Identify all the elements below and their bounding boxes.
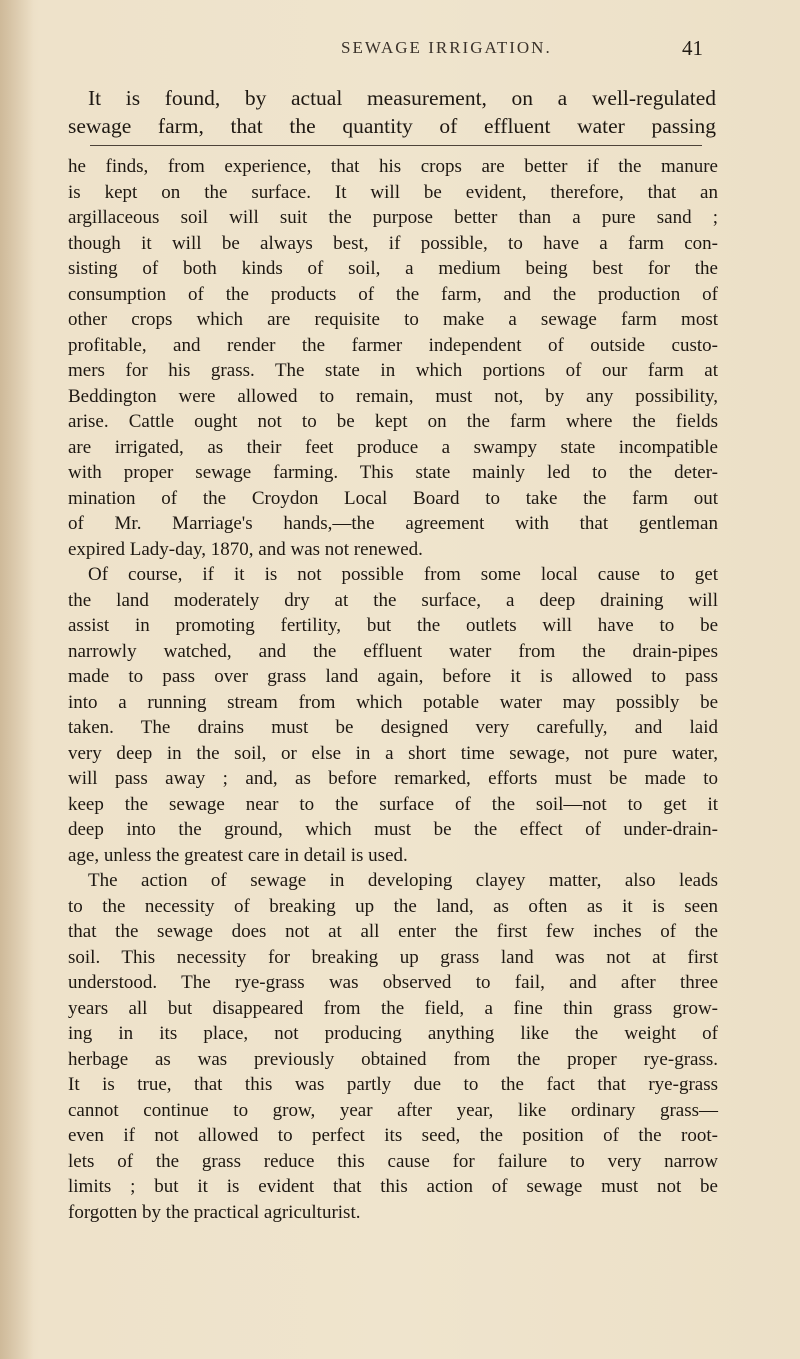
fragment-cut-line [90, 145, 702, 146]
text-line: with proper sewage farming. This state mainly led to the deter- [68, 462, 718, 483]
page-gutter-shadow [0, 0, 34, 1359]
text-line: deep into the ground, which must be the effect of under-drain- [68, 819, 718, 840]
text-line: he finds, from experience, that his crops are better if the manure [68, 156, 718, 177]
fragment-line: It is found, by actual measurement, on a well-regulated [88, 86, 716, 110]
text-line: lets of the grass reduce this cause for failure to very narrow [68, 1150, 718, 1172]
text-line: taken. The drains must be designed very carefully, and laid [68, 717, 718, 738]
text-line: assist in promoting fertility, but the outlets will have to be [68, 615, 718, 636]
text-line: soil. This necessity for breaking up grass land was not at first [68, 946, 718, 968]
running-head: SEWAGE IRRIGATION. [341, 38, 552, 57]
text-line: keep the sewage near to the surface of the soil—not to get it [68, 793, 718, 815]
text-line: herbage as was previously obtained from the proper rye-grass. [68, 1048, 718, 1070]
text-line: narrowly watched, and the effluent water from the drain-pipes [68, 640, 718, 662]
text-line: made to pass over grass land again, before it is allowed to pass [68, 666, 718, 687]
overlaid-text-fragment [68, 84, 716, 140]
text-line: ing in its place, not producing anything like the weight of [68, 1023, 718, 1044]
text-line: Of course, if it is not possible from some local cause to get [88, 564, 718, 585]
text-line: limits ; but it is evident that this action of sewage must not be [68, 1176, 718, 1197]
text-line: to the necessity of breaking up the land, as often as it is seen [68, 895, 718, 917]
text-line: expired Lady-day, 1870, and was not renewed. [68, 538, 423, 560]
text-line: very deep in the soil, or else in a short time sewage, not pure water, [68, 742, 718, 764]
text-line: of Mr. Marriage's hands,—the agreement with that gentleman [68, 513, 718, 534]
page-header [0, 36, 800, 66]
text-line: though it will be always best, if possible, to have a farm con- [68, 232, 718, 254]
text-line: The action of sewage in developing clayey matter, also leads [88, 870, 718, 891]
text-line: the land moderately dry at the surface, a deep draining will [68, 589, 718, 611]
body-text [68, 154, 718, 1225]
text-line: arise. Cattle ought not to be kept on the farm where the fields [68, 411, 718, 432]
text-line: is kept on the surface. It will be evident, therefore, that an [68, 181, 718, 203]
fragment-line: sewage farm, that the quantity of effluent water passing [68, 114, 716, 138]
text-line: age, unless the greatest care in detail is used. [68, 844, 408, 866]
text-line: profitable, and render the farmer independent of outside custo- [68, 334, 718, 356]
page-number: 41 [682, 36, 703, 60]
text-line: will pass away ; and, as before remarked, efforts must be made to [68, 768, 718, 789]
text-line: mers for his grass. The state in which portions of our farm at [68, 360, 718, 381]
text-line: sisting of both kinds of soil, a medium being best for the [68, 258, 718, 279]
text-line: consumption of the products of the farm, and the production of [68, 283, 718, 305]
text-line: that the sewage does not at all enter the first few inches of the [68, 921, 718, 942]
text-line: Beddington were allowed to remain, must not, by any possibility, [68, 385, 718, 407]
text-line: cannot continue to grow, year after year, like ordinary grass— [68, 1099, 718, 1121]
text-line: forgotten by the practical agriculturist. [68, 1201, 361, 1223]
text-line: years all but disappeared from the field, a fine thin grass grow- [68, 997, 718, 1019]
text-line: are irrigated, as their feet produce a swampy state incompatible [68, 436, 718, 458]
text-line: It is true, that this was partly due to the fact that rye-grass [68, 1074, 718, 1095]
text-line: mination of the Croydon Local Board to take the farm out [68, 487, 718, 509]
text-line: even if not allowed to perfect its seed, the position of the root- [68, 1125, 718, 1146]
text-line: argillaceous soil will suit the purpose better than a pure sand ; [68, 207, 718, 228]
text-line: other crops which are requisite to make a sewage farm most [68, 309, 718, 330]
text-line: into a running stream from which potable water may possibly be [68, 691, 718, 713]
text-line: understood. The rye-grass was observed to fail, and after three [68, 972, 718, 993]
